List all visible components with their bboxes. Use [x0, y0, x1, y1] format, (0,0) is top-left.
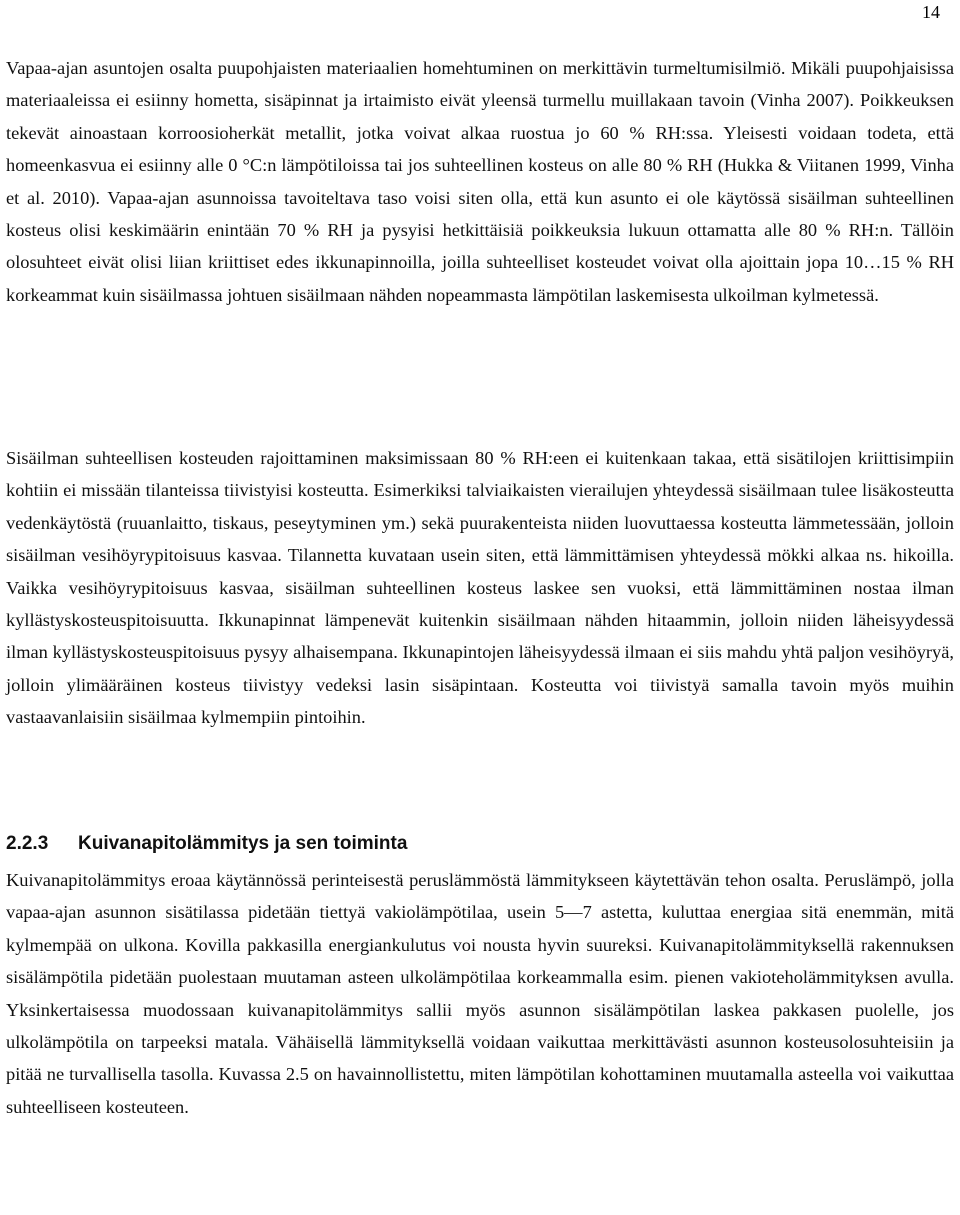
paragraph-mould-risk: Vapaa-ajan asuntojen osalta puupohjaisten materiaalien homehtuminen on merkittävin turmeltumisilmiö. Mikäli puupohjaisissa materiaaleissa ei esiinny hometta, sisäpinnat ja irtaimisto eivät yleensä turmellu muillakaan tavoin (Vinha 2007). Poikkeuksen tekevät ainoastaan korroosioherkät metallit, jotka voivat alkaa ruostua jo 60 % RH:ssa. Yleisesti voidaan todeta, että homeenkasvua ei esiinny alle 0 °C:n lämpötiloissa tai jos suhteellinen kosteus on alle 80 % RH (Hukka & Viitanen 1999, Vinha et al. 2010). Vapaa-ajan asunnoissa tavoiteltava taso voisi siten olla, että kun asunto ei ole käytössä sisäilman suhteellinen kosteus olisi keskimäärin enintään 70 % RH ja pysyisi hetkittäisiä poikkeuksia lukuun ottamatta alle 80 % RH:n. Tällöin olosuhteet eivät olisi liian kriittiset edes ikkunapinnoilla, joilla suhteelliset kosteudet voivat olla ajoittain jopa 10…15 % RH korkeammat kuin sisäilmassa johtuen sisäilmaan nähden nopeammasta lämpötilan laskemisesta ulkoilman kylmetessä.	[6, 58, 954, 305]
paragraph-humidity-limit: Sisäilman suhteellisen kosteuden rajoittaminen maksimissaan 80 % RH:een ei kuitenkaan takaa, että sisätilojen kriittisimpiin kohtiin ei missään tilanteissa tiivistyisi kosteutta. Esimerkiksi talviaikaisten vierailujen yhteydessä sisäilmaan tulee lisäkosteutta vedenkäytöstä (ruuanlaitto, tiskaus, peseytyminen ym.) sekä puurakenteista niiden luovuttaessa kosteutta lämmetessään, jolloin sisäilman vesihöyrypitoisuus kasvaa. Tilannetta kuvataan usein siten, että lämmittämisen yhteydessä mökki alkaa ns. hikoilla. Vaikka vesihöyrypitoisuus kasvaa, sisäilman suhteellinen kosteus laskee sen vuoksi, että lämmittäminen nostaa ilman kyllästyskosteuspitoisuutta. Ikkunapinnat lämpenevät kuitenkin sisäilmaan nähden hitaammin, jolloin niiden läheisyydessä ilman kyllästyskosteuspitoisuus pysyy alhaisempana. Ikkunapintojen läheisyydessä ilmaan ei siis mahdu yhtä paljon vesihöyryä, jolloin ylimääräinen kosteus tiivistyy vedeksi lasin sisäpintaan. Kosteutta voi tiivistyä samalla tavoin myös muihin vastaavanlaisiin sisäilmaa kylmempiin pintoihin.	[6, 448, 954, 728]
page-number: 14	[922, 2, 940, 22]
paragraph-dry-heating: Kuivanapitolämmitys eroaa käytännössä perinteisestä peruslämmöstä lämmitykseen käytettävän tehon osalta. Peruslämpö, jolla vapaa-ajan asunnon sisätilassa pidetään tiettyä vakiolämpötilaa, usein 5—7 astetta, kuluttaa energiaa sitä enemmän, mitä kylmempää on ulkona. Kovilla pakkasilla energiankulutus voi nousta hyvin suureksi. Kuivanapitolämmityksellä rakennuksen sisälämpötila pidetään puolestaan muutaman asteen ulkolämpötilaa korkeammalla esim. pienen vakioteholämmityksen avulla. Yksinkertaisessa muodossaan kuivanapitolämmitys sallii myös asunnon sisälämpötilan laskea pakkasen puolelle, jos ulkolämpötila on tarpeeksi matala. Vähäisellä lämmityksellä voidaan vaikuttaa merkittävästi asunnon kosteusolosuhteisiin ja pitää ne turvallisella tasolla. Kuvassa 2.5 on havainnollistettu, miten lämpötilan kohottaminen muutamalla asteella voi vaikuttaa suhteelliseen kosteuteen.	[6, 870, 954, 1117]
section-title: Kuivanapitolämmitys ja sen toiminta	[78, 833, 408, 854]
section-number: 2.2.3	[6, 833, 49, 854]
section-heading	[6, 830, 407, 858]
